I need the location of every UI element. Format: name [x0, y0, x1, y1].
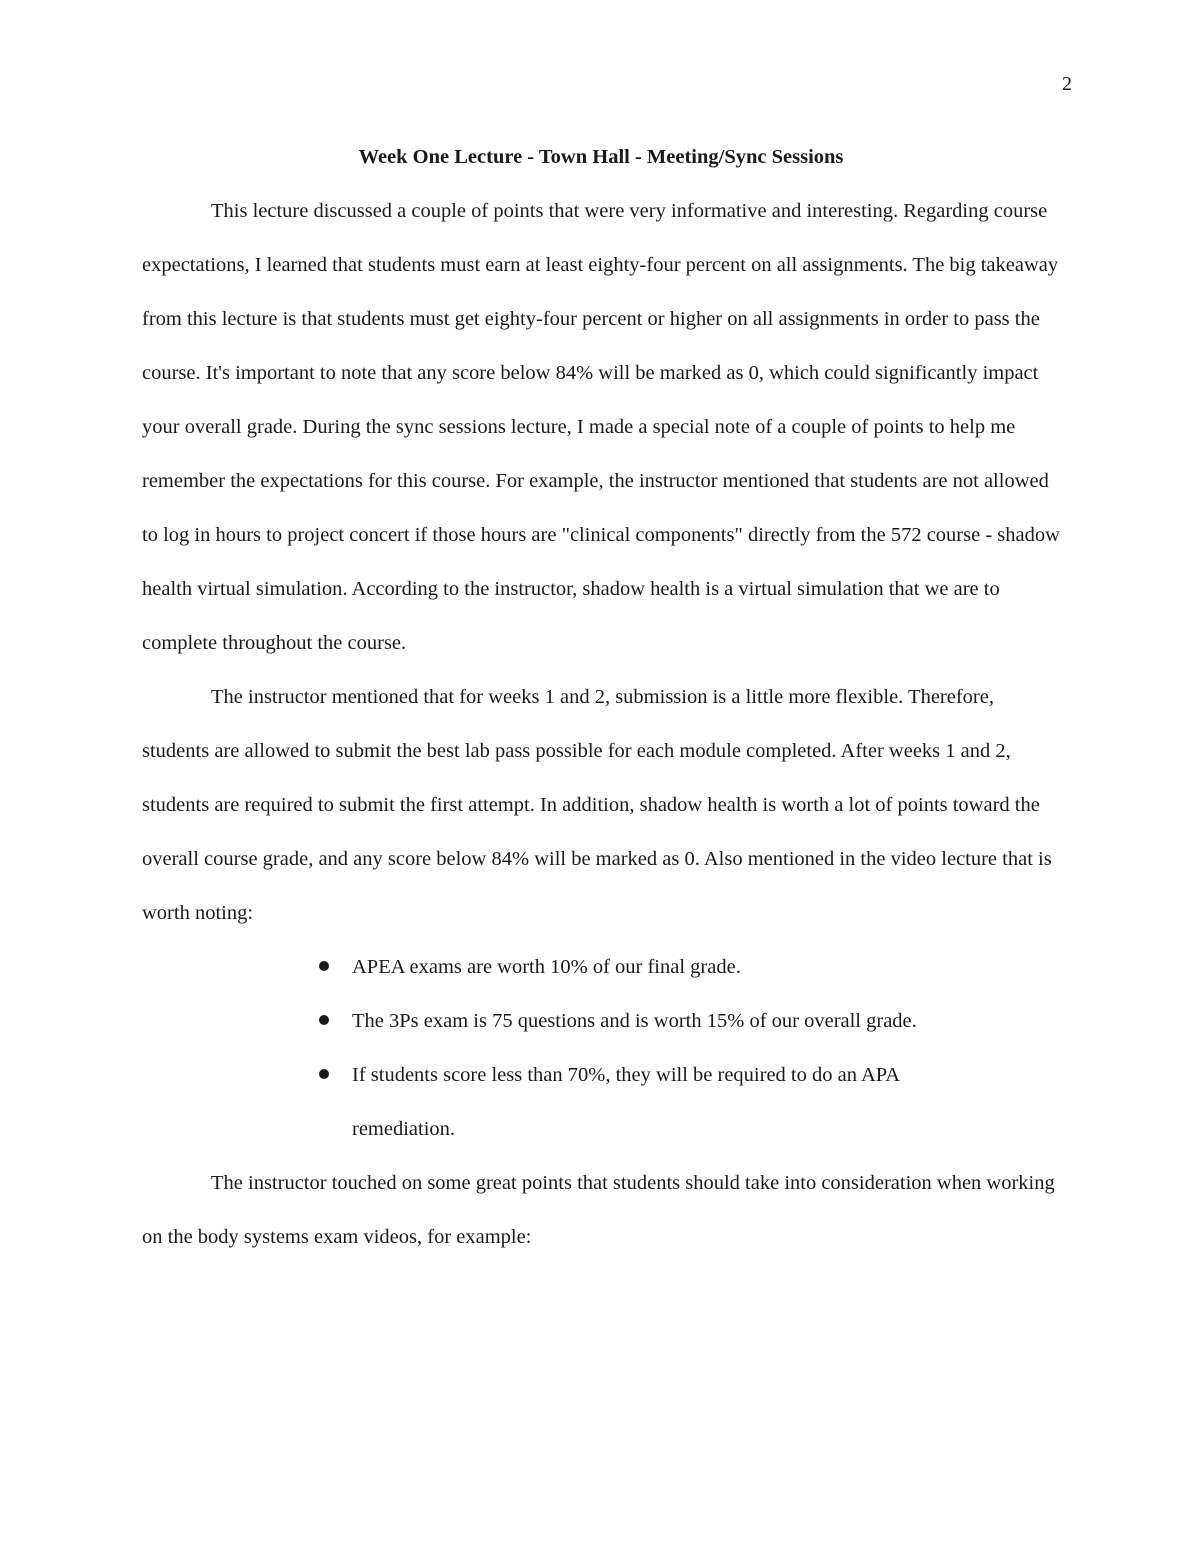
bullet-text: If students score less than 70%, they will be required to do an APA remediation.	[352, 1064, 899, 1140]
paragraph-2: The instructor mentioned that for weeks 1 and 2, submission is a little more flexible. Therefore, students are allowed to submit the best lab pass possible for each module completed. After weeks 1 and 2, students are required to submit the first attempt. In addition, shadow health is worth a lot of points toward the overall course grade, and any score below 84% will be marked as 0. Also mentioned in the video lecture that is worth noting:	[142, 686, 1052, 924]
document-body	[142, 130, 1060, 1264]
bullet-item	[352, 994, 992, 1048]
paragraph-3: The instructor touched on some great points that students should take into consideration when working on the body systems exam videos, for example:	[142, 1172, 1055, 1248]
bullet-list	[142, 940, 992, 1156]
paragraph-1: This lecture discussed a couple of points that were very informative and interesting. Regarding course expectations, I learned that students must earn at least eighty-four percent on all assignments. The big takeaway from this lecture is that students must get eighty-four percent or higher on all assignments in order to pass the course. It's important to note that any score below 84% will be marked as 0, which could significantly impact your overall grade. During the sync sessions lecture, I made a special note of a couple of points to help me remember the expectations for this course. For example, the instructor mentioned that students are not allowed to log in hours to project concert if those hours are "clinical components" directly from the 572 course - shadow health virtual simulation. According to the instructor, shadow health is a virtual simulation that we are to complete throughout the course.	[142, 200, 1060, 654]
document-title: Week One Lecture - Town Hall - Meeting/Sync Sessions	[358, 146, 844, 168]
bullet-dot-icon	[319, 1015, 329, 1025]
bullet-item	[352, 940, 992, 994]
bullet-dot-icon	[319, 961, 329, 971]
bullet-text: APEA exams are worth 10% of our final grade.	[352, 956, 741, 978]
page-number: 2	[1062, 73, 1072, 95]
bullet-text: The 3Ps exam is 75 questions and is worth 15% of our overall grade.	[352, 1010, 917, 1032]
bullet-dot-icon	[319, 1069, 329, 1079]
bullet-item	[352, 1048, 992, 1156]
